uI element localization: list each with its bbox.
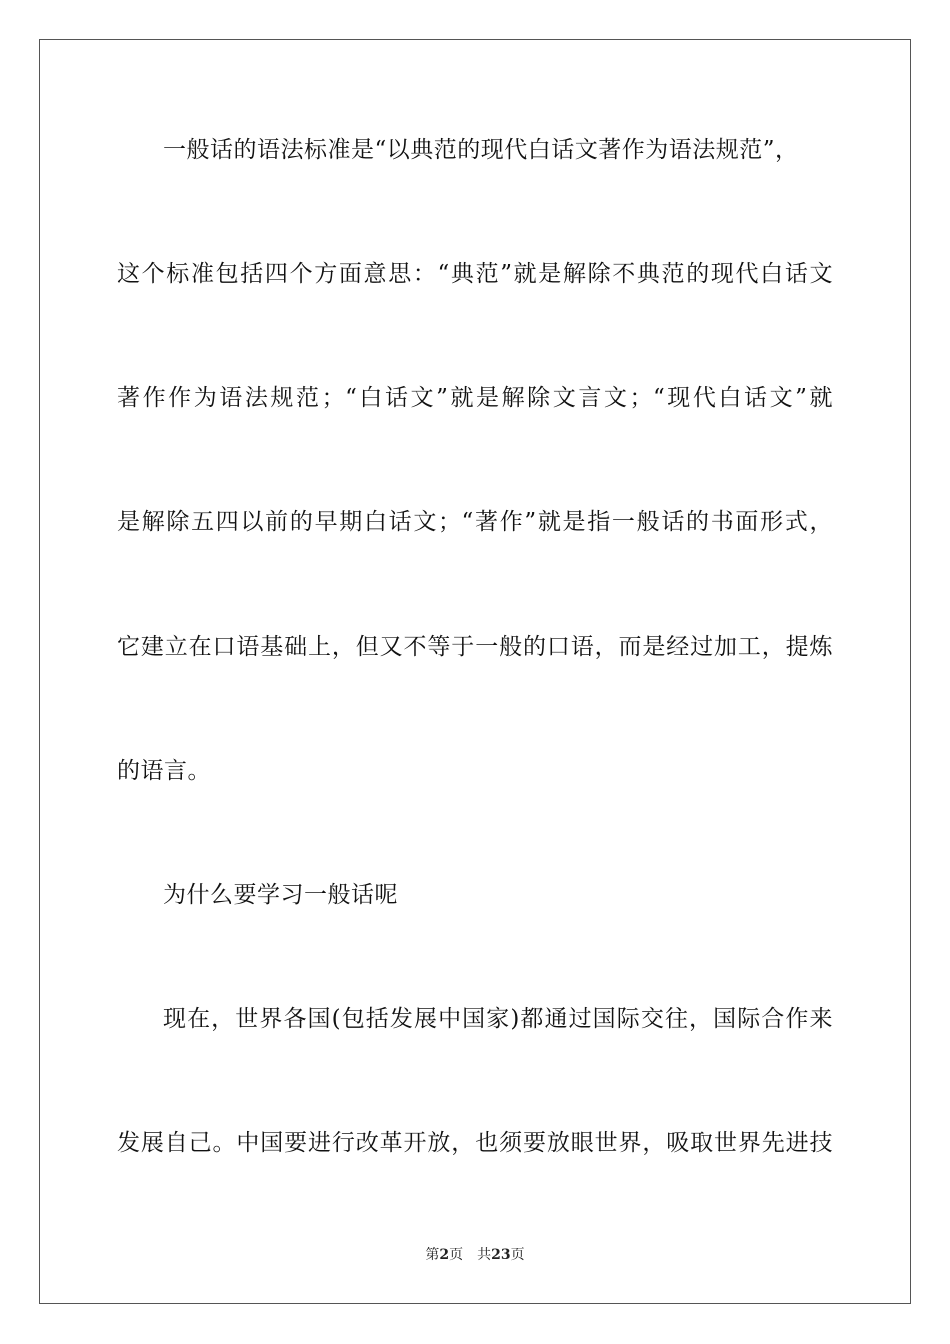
paragraph-line-7: 现在，世界各国(包括发展中国家)都通过国际交往，国际合作来: [163, 1006, 833, 1032]
section-heading: 为什么要学习一般话呢: [163, 882, 398, 908]
paragraph-line-3: 著作作为语法规范；“白话文”就是解除文言文；“现代白话文”就: [117, 385, 833, 411]
paragraph-line-6: 的语言。: [117, 758, 211, 784]
total-prefix: 共: [477, 1247, 492, 1263]
paragraph-line-8: 发展自己。中国要进行改革开放，也须要放眼世界，吸取世界先进技: [117, 1130, 833, 1156]
page-border: [39, 39, 911, 1304]
page-suffix: 页: [449, 1247, 464, 1263]
page-number: 2: [439, 1247, 450, 1263]
paragraph-line-2: 这个标准包括四个方面意思：“典范”就是解除不典范的现代白话文: [117, 261, 833, 287]
total-suffix: 页: [510, 1247, 525, 1263]
page-prefix: 第: [425, 1247, 440, 1263]
total-pages: 23: [491, 1247, 511, 1263]
paragraph-line-1: 一般话的语法标准是“以典范的现代白话文著作为语法规范”，: [163, 137, 799, 163]
paragraph-line-4: 是解除五四以前的早期白话文；“著作”就是指一般话的书面形式，: [117, 509, 833, 535]
page-footer: [0, 1246, 950, 1264]
paragraph-line-5: 它建立在口语基础上，但又不等于一般的口语，而是经过加工，提炼: [117, 634, 833, 660]
